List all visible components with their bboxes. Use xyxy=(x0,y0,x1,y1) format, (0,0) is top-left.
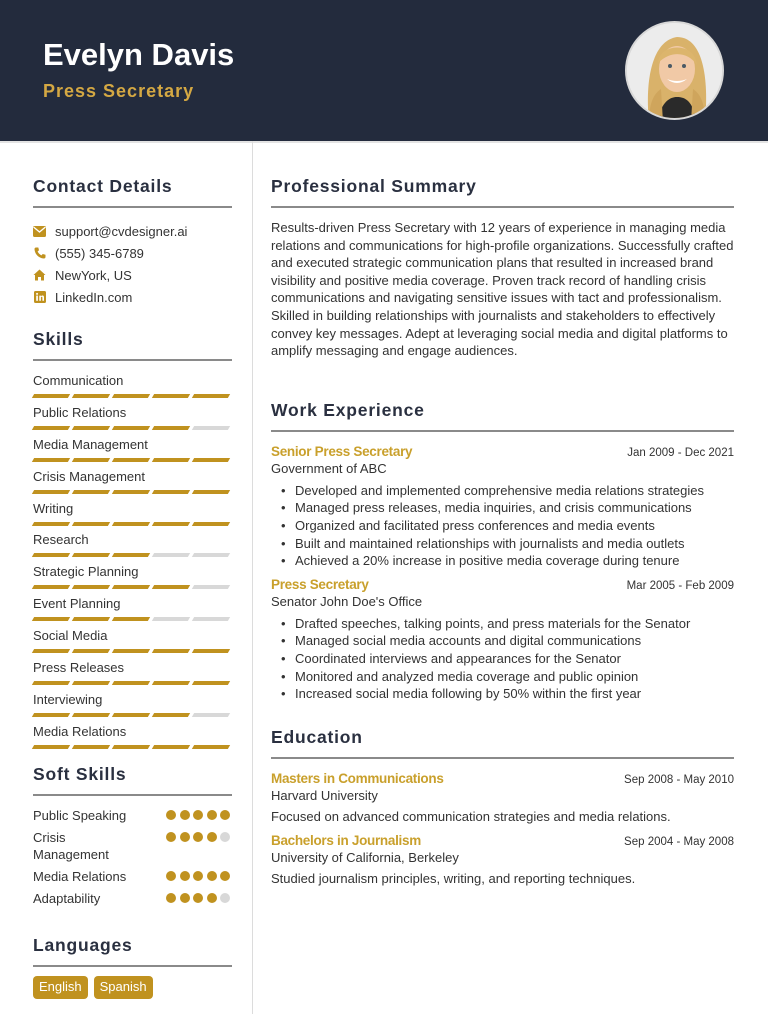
rating-dot xyxy=(193,893,203,903)
education-entry xyxy=(271,833,734,886)
skills-heading: Skills xyxy=(33,329,84,349)
skill-bar-segment xyxy=(112,394,150,398)
skill-label: Crisis Management xyxy=(33,468,145,484)
skill-bar-segment xyxy=(72,394,110,398)
soft-skill-item xyxy=(33,868,232,885)
linkedin-icon xyxy=(33,291,46,304)
soft-skills-list xyxy=(33,807,232,907)
languages-section xyxy=(33,935,232,999)
contact-linkedin[interactable] xyxy=(33,286,232,308)
skill-label: Event Planning xyxy=(33,596,121,612)
skill-label: Public Relations xyxy=(33,404,127,420)
skill-label: Press Releases xyxy=(33,660,125,676)
skill-bar-segment xyxy=(192,745,230,749)
job-dates: Mar 2005 - Feb 2009 xyxy=(626,579,734,592)
soft-skill-label: Public Speaking xyxy=(33,807,127,823)
skill-label: Writing xyxy=(33,500,74,516)
skill-bar-segment xyxy=(112,713,150,717)
experience-section xyxy=(271,400,734,703)
skill-level-bars xyxy=(33,458,232,462)
rating-dot xyxy=(180,832,190,842)
skill-level-bars xyxy=(33,713,232,717)
job-organization: Senator John Doe's Office xyxy=(271,593,423,609)
rating-dot xyxy=(166,871,176,881)
education-entry xyxy=(271,771,734,824)
skill-bar-segment xyxy=(192,490,230,494)
candidate-title: Press Secretary xyxy=(43,81,195,101)
left-column xyxy=(33,141,232,999)
skill-level-bars xyxy=(33,522,232,526)
rating-dot xyxy=(193,810,203,820)
skill-bar-segment xyxy=(112,585,150,589)
skill-item xyxy=(33,724,232,756)
skill-bar-segment xyxy=(112,426,150,430)
rating-dot xyxy=(220,810,230,820)
soft-skill-label: Media Relations xyxy=(33,868,127,884)
skill-bar-segment xyxy=(72,585,110,589)
skill-bar-segment xyxy=(152,713,190,717)
skill-bar-segment xyxy=(32,745,70,749)
rating-dot xyxy=(207,810,217,820)
language-badge: Spanish xyxy=(94,976,153,999)
skill-bar-segment xyxy=(152,649,190,653)
soft-skill-item xyxy=(33,829,232,863)
job-bullet: • Organized and facilitated press conferences and media events xyxy=(281,517,734,535)
section-rule xyxy=(33,794,232,796)
contact-phone[interactable] xyxy=(33,242,232,264)
soft-skill-rating-dots xyxy=(166,893,230,903)
skill-level-bars xyxy=(33,681,232,685)
skill-bar-segment xyxy=(112,745,150,749)
rating-dot xyxy=(180,871,190,881)
contact-linkedin-text: LinkedIn.com xyxy=(55,289,133,305)
skill-item xyxy=(33,469,232,501)
school-name: University of California, Berkeley xyxy=(271,849,459,865)
phone-icon xyxy=(33,247,46,260)
skill-bar-segment xyxy=(32,394,70,398)
skill-bar-segment xyxy=(112,649,150,653)
soft-skill-label: Adaptability xyxy=(33,890,101,906)
skill-item xyxy=(33,405,232,437)
skill-bar-segment xyxy=(32,649,70,653)
skill-bar-segment xyxy=(72,522,110,526)
rating-dot xyxy=(207,871,217,881)
job-bullet: • Increased social media following by 50% within the first year xyxy=(281,685,734,703)
skill-label: Communication xyxy=(33,373,124,388)
rating-dot xyxy=(207,832,217,842)
job-entry xyxy=(271,444,734,570)
skill-bar-segment xyxy=(152,394,190,398)
soft-skill-rating-dots xyxy=(166,810,230,820)
education-description: Focused on advanced communication strategies and media relations. xyxy=(271,808,671,824)
rating-dot xyxy=(193,871,203,881)
skill-item xyxy=(33,373,232,405)
job-bullet: • Drafted speeches, talking points, and press materials for the Senator xyxy=(281,615,734,633)
skill-level-bars xyxy=(33,649,232,653)
contact-heading: Contact Details xyxy=(33,176,173,196)
skill-item xyxy=(33,660,232,692)
soft-skill-item xyxy=(33,807,232,824)
section-rule xyxy=(271,430,734,432)
languages-heading: Languages xyxy=(33,934,133,955)
school-name: Harvard University xyxy=(271,787,378,803)
job-organization: Government of ABC xyxy=(271,460,387,476)
degree-title: Bachelors in Journalism xyxy=(271,832,421,848)
education-heading: Education xyxy=(271,726,363,747)
soft-skill-rating-dots xyxy=(166,832,230,842)
skill-bar-segment xyxy=(72,426,110,430)
experience-heading: Work Experience xyxy=(271,399,425,420)
job-bullet: • Managed social media accounts and digital communications xyxy=(281,632,734,650)
job-bullet: • Achieved a 20% increase in positive media coverage during tenure xyxy=(281,552,734,570)
skill-item xyxy=(33,564,232,596)
skill-bar-segment xyxy=(152,617,190,621)
section-rule xyxy=(271,206,734,208)
skill-level-bars xyxy=(33,745,232,749)
rating-dot xyxy=(220,871,230,881)
skill-level-bars xyxy=(33,490,232,494)
job-bullet: • Developed and implemented comprehensive media relations strategies xyxy=(281,482,734,500)
education-section xyxy=(271,727,734,886)
skill-bar-segment xyxy=(32,617,70,621)
soft-skill-label: Crisis Management xyxy=(33,829,109,862)
skill-bar-segment xyxy=(72,681,110,685)
job-title: Press Secretary xyxy=(271,576,369,592)
skill-bar-segment xyxy=(152,681,190,685)
profile-photo xyxy=(625,21,724,120)
skill-bar-segment xyxy=(192,458,230,462)
skill-bar-segment xyxy=(152,745,190,749)
skill-bar-segment xyxy=(192,394,230,398)
skill-level-bars xyxy=(33,426,232,430)
job-bullets xyxy=(271,482,734,570)
envelope-icon xyxy=(33,225,46,238)
skill-bar-segment xyxy=(32,585,70,589)
summary-text: Results-driven Press Secretary with 12 years of experience in managing media relations and communications for high-profile organizations. Successfully crafted and executed strategic communication plans that resulted in increased brand visibility and positive media coverage. Proven track record of handling crisis communications and navigating sensitive issues with tact and professionalism. Skilled in building relationships with journalists and stakeholders to effectively convey key messages. Adept at leveraging social media and digital platforms to amplify messaging and engage audiences. xyxy=(271,220,734,359)
skill-bar-segment xyxy=(152,553,190,557)
skill-bar-segment xyxy=(112,522,150,526)
skill-bar-segment xyxy=(72,490,110,494)
skill-bar-segment xyxy=(192,681,230,685)
skill-bar-segment xyxy=(112,490,150,494)
skill-bar-segment xyxy=(32,522,70,526)
job-bullet: • Coordinated interviews and appearances for the Senator xyxy=(281,650,734,668)
job-bullets xyxy=(271,615,734,703)
skill-bar-segment xyxy=(72,745,110,749)
summary-heading: Professional Summary xyxy=(271,176,477,196)
skill-bar-segment xyxy=(192,553,230,557)
skill-level-bars xyxy=(33,553,232,557)
rating-dot xyxy=(166,832,176,842)
skill-bar-segment xyxy=(72,617,110,621)
job-title: Senior Press Secretary xyxy=(271,443,413,459)
skill-bar-segment xyxy=(152,585,190,589)
section-rule xyxy=(33,965,232,967)
skill-level-bars xyxy=(33,585,232,589)
skill-level-bars xyxy=(33,394,232,398)
contact-location xyxy=(33,264,232,286)
job-bullet: • Monitored and analyzed media coverage and public opinion xyxy=(281,668,734,686)
skill-bar-segment xyxy=(72,713,110,717)
skill-bar-segment xyxy=(152,490,190,494)
skill-bar-segment xyxy=(32,681,70,685)
rating-dot xyxy=(180,810,190,820)
contact-phone-text: (555) 345-6789 xyxy=(55,245,144,261)
skill-bar-segment xyxy=(152,522,190,526)
rating-dot xyxy=(220,893,230,903)
skill-bar-segment xyxy=(192,522,230,526)
education-dates: Sep 2004 - May 2008 xyxy=(624,835,734,848)
job-bullet: • Managed press releases, media inquiries, and crisis communications xyxy=(281,499,734,517)
skill-bar-segment xyxy=(192,426,230,430)
job-entry xyxy=(271,577,734,703)
soft-skill-rating-dots xyxy=(166,871,230,881)
skill-bar-segment xyxy=(32,426,70,430)
skill-bar-segment xyxy=(112,681,150,685)
contact-email-text: support@cvdesigner.ai xyxy=(55,223,188,239)
soft-skills-heading: Soft Skills xyxy=(33,763,127,784)
skill-label: Research xyxy=(33,532,89,548)
skill-bar-segment xyxy=(112,458,150,462)
skill-bar-segment xyxy=(192,617,230,621)
rating-dot xyxy=(207,893,217,903)
skill-bar-segment xyxy=(72,649,110,653)
education-description: Studied journalism principles, writing, and reporting techniques. xyxy=(271,870,636,886)
section-rule xyxy=(271,757,734,759)
rating-dot xyxy=(166,810,176,820)
skill-bar-segment xyxy=(32,458,70,462)
skill-bar-segment xyxy=(152,426,190,430)
contact-section xyxy=(33,176,232,308)
skill-label: Media Management xyxy=(33,436,148,452)
skill-bar-segment xyxy=(32,713,70,717)
degree-title: Masters in Communications xyxy=(271,770,444,786)
skill-bar-segment xyxy=(72,553,110,557)
skill-item xyxy=(33,532,232,564)
skill-bar-segment xyxy=(192,585,230,589)
skill-bar-segment xyxy=(112,553,150,557)
skills-list xyxy=(33,373,232,756)
job-dates: Jan 2009 - Dec 2021 xyxy=(627,446,734,459)
section-rule xyxy=(33,359,232,361)
skill-item xyxy=(33,437,232,469)
languages-list xyxy=(33,976,232,999)
skill-bar-segment xyxy=(152,458,190,462)
skill-bar-segment xyxy=(32,490,70,494)
rating-dot xyxy=(220,832,230,842)
home-icon xyxy=(33,269,46,282)
soft-skill-item xyxy=(33,890,232,907)
skill-label: Interviewing xyxy=(33,691,103,707)
skill-item xyxy=(33,596,232,628)
language-badge: English xyxy=(33,976,88,999)
skill-bar-segment xyxy=(192,713,230,717)
skill-label: Strategic Planning xyxy=(33,564,139,580)
rating-dot xyxy=(166,893,176,903)
rating-dot xyxy=(193,832,203,842)
skill-bar-segment xyxy=(72,458,110,462)
right-column xyxy=(271,141,734,886)
section-rule xyxy=(33,206,232,208)
skill-level-bars xyxy=(33,617,232,621)
skill-bar-segment xyxy=(32,553,70,557)
skill-item xyxy=(33,501,232,533)
skill-bar-segment xyxy=(192,649,230,653)
summary-section xyxy=(271,176,734,360)
soft-skills-section xyxy=(33,764,232,907)
skill-item xyxy=(33,628,232,660)
contact-email[interactable] xyxy=(33,220,232,242)
skill-bar-segment xyxy=(112,617,150,621)
rating-dot xyxy=(180,893,190,903)
education-dates: Sep 2008 - May 2010 xyxy=(624,773,734,786)
skills-section xyxy=(33,329,232,756)
candidate-name: Evelyn Davis xyxy=(43,37,235,72)
skill-label: Media Relations xyxy=(33,723,127,739)
resume-header xyxy=(0,0,768,141)
skill-item xyxy=(33,692,232,724)
skill-label: Social Media xyxy=(33,628,108,644)
job-bullet: • Built and maintained relationships with journalists and media outlets xyxy=(281,535,734,553)
contact-location-text: NewYork, US xyxy=(55,267,132,283)
column-divider xyxy=(252,141,253,1014)
